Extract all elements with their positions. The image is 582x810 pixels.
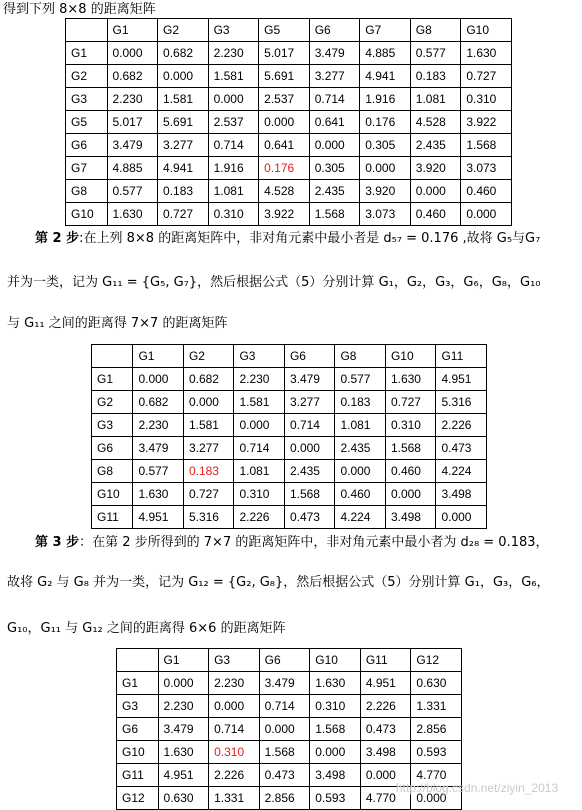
column-header: G6 xyxy=(259,649,310,672)
matrix-cell: 1.630 xyxy=(310,672,361,695)
matrix-cell: 3.277 xyxy=(183,437,234,460)
column-header: G8 xyxy=(410,19,461,42)
matrix-cell: 2.226 xyxy=(436,414,487,437)
matrix-cell: 3.498 xyxy=(436,483,487,506)
row-header: G2 xyxy=(66,65,108,88)
matrix-cell: 0.305 xyxy=(309,157,360,180)
header-row xyxy=(92,345,487,368)
matrix-cell: 0.000 xyxy=(310,741,361,764)
table-row xyxy=(66,65,512,88)
matrix-cell: 1.081 xyxy=(208,180,259,203)
matrix-cell: 0.577 xyxy=(410,42,461,65)
step3-label: 第 3 步 xyxy=(35,535,80,550)
matrix-cell: 3.498 xyxy=(310,764,361,787)
matrix-cell: 0.727 xyxy=(461,65,512,88)
column-header: G1 xyxy=(107,19,158,42)
row-header: G12 xyxy=(117,787,159,810)
matrix-cell: 1.916 xyxy=(360,88,411,111)
column-header: G11 xyxy=(360,649,411,672)
matrix-cell: 0.000 xyxy=(183,391,234,414)
matrix-cell: 0.460 xyxy=(461,180,512,203)
table-row xyxy=(66,203,512,226)
matrix-cell: 0.000 xyxy=(107,42,158,65)
matrix-cell: 4.941 xyxy=(360,65,411,88)
matrix-cell: 0.630 xyxy=(411,672,462,695)
matrix-cell: 0.641 xyxy=(259,134,310,157)
table-row xyxy=(92,460,487,483)
matrix-cell: 3.479 xyxy=(133,437,184,460)
matrix-cell: 0.630 xyxy=(158,787,209,810)
matrix-cell: 4.951 xyxy=(158,764,209,787)
matrix-cell: 2.435 xyxy=(335,437,386,460)
column-header: G3 xyxy=(208,19,259,42)
matrix-cell: 2.230 xyxy=(133,414,184,437)
matrix-cell: 0.000 xyxy=(208,88,259,111)
matrix-cell: 0.593 xyxy=(411,741,462,764)
matrix-cell: 0.714 xyxy=(309,88,360,111)
matrix-cell: 0.727 xyxy=(158,203,209,226)
minimum-cell: 0.310 xyxy=(209,741,260,764)
row-header: G7 xyxy=(66,157,108,180)
matrix-cell: 4.885 xyxy=(360,42,411,65)
matrix-cell: 4.770 xyxy=(411,764,462,787)
matrix-cell: 0.000 xyxy=(461,203,512,226)
matrix-cell: 1.630 xyxy=(133,483,184,506)
row-header: G8 xyxy=(66,180,108,203)
corner-cell xyxy=(92,345,133,368)
matrix-cell: 0.000 xyxy=(410,180,461,203)
column-header: G5 xyxy=(259,19,310,42)
matrix-cell: 1.581 xyxy=(208,65,259,88)
header-row xyxy=(66,19,512,42)
matrix-cell: 0.577 xyxy=(335,368,386,391)
matrix-cell: 1.630 xyxy=(461,42,512,65)
matrix-cell: 0.000 xyxy=(158,672,209,695)
matrix-cell: 2.435 xyxy=(309,180,360,203)
matrix-cell: 1.081 xyxy=(335,414,386,437)
matrix-cell: 4.941 xyxy=(158,157,209,180)
row-header: G2 xyxy=(92,391,133,414)
matrix-cell: 4.770 xyxy=(360,787,411,810)
matrix-cell: 0.000 xyxy=(284,437,335,460)
matrix-cell: 0.000 xyxy=(259,718,310,741)
column-header: G10 xyxy=(385,345,436,368)
row-header: G1 xyxy=(117,672,159,695)
matrix-cell: 5.316 xyxy=(183,506,234,529)
matrix-cell: 2.230 xyxy=(234,368,285,391)
matrix-cell: 1.568 xyxy=(310,718,361,741)
matrix-cell: 4.951 xyxy=(360,672,411,695)
row-header: G3 xyxy=(92,414,133,437)
matrix-cell: 3.479 xyxy=(284,368,335,391)
matrix-cell: 0.714 xyxy=(259,695,310,718)
matrix-cell: 0.176 xyxy=(360,111,411,134)
matrix-cell: 4.528 xyxy=(410,111,461,134)
matrix-cell: 0.714 xyxy=(234,437,285,460)
table-row xyxy=(66,111,512,134)
matrix-cell: 5.316 xyxy=(436,391,487,414)
matrix-cell: 1.581 xyxy=(234,391,285,414)
matrix-cell: 2.435 xyxy=(410,134,461,157)
matrix-cell: 1.568 xyxy=(385,437,436,460)
matrix-cell: 0.473 xyxy=(284,506,335,529)
table-row xyxy=(117,695,462,718)
column-header: G10 xyxy=(310,649,361,672)
row-header: G11 xyxy=(92,506,133,529)
row-header: G1 xyxy=(66,42,108,65)
matrix-cell: 0.473 xyxy=(360,718,411,741)
matrix-cell: 0.310 xyxy=(385,414,436,437)
matrix-cell: 0.000 xyxy=(411,787,462,810)
column-header: G3 xyxy=(234,345,285,368)
matrix-cell: 0.000 xyxy=(385,483,436,506)
matrix-cell: 3.479 xyxy=(309,42,360,65)
row-header: G8 xyxy=(92,460,133,483)
matrix-cell: 3.922 xyxy=(461,111,512,134)
row-header: G10 xyxy=(92,483,133,506)
step2-text1: :在上列 8×8 的距离矩阵中，非对角元素中最小者是 d₅₇ = 0.176 ,故将 G₅与G₇ xyxy=(79,231,541,246)
column-header: G11 xyxy=(436,345,487,368)
matrix-cell: 1.081 xyxy=(410,88,461,111)
matrix-cell: 0.460 xyxy=(385,460,436,483)
step3-text1: ：在第 2 步所得到的 7×7 的距离矩阵中，非对角元素中最小者为 d₂₈ = 0.183， xyxy=(79,535,549,550)
matrix-cell: 0.682 xyxy=(183,368,234,391)
column-header: G6 xyxy=(309,19,360,42)
matrix-cell: 2.226 xyxy=(234,506,285,529)
table-row xyxy=(92,414,487,437)
table-row xyxy=(66,88,512,111)
matrix-cell: 3.073 xyxy=(461,157,512,180)
matrix-cell: 1.568 xyxy=(284,483,335,506)
column-header: G6 xyxy=(284,345,335,368)
matrix-cell: 2.226 xyxy=(360,695,411,718)
matrix-cell: 5.691 xyxy=(158,111,209,134)
table-row xyxy=(117,718,462,741)
matrix-cell: 0.000 xyxy=(360,764,411,787)
corner-cell xyxy=(117,649,159,672)
matrix-cell: 0.714 xyxy=(284,414,335,437)
matrix-cell: 0.183 xyxy=(410,65,461,88)
matrix-cell: 0.310 xyxy=(461,88,512,111)
matrix-cell: 0.305 xyxy=(360,134,411,157)
matrix-cell: 0.682 xyxy=(158,42,209,65)
matrix-cell: 2.537 xyxy=(259,88,310,111)
matrix-cell: 4.951 xyxy=(133,506,184,529)
column-header: G7 xyxy=(360,19,411,42)
matrix-cell: 3.277 xyxy=(284,391,335,414)
matrix-cell: 0.000 xyxy=(133,368,184,391)
table-row xyxy=(92,506,487,529)
matrix-cell: 0.714 xyxy=(209,718,260,741)
step2-line3: 与 G₁₁ 之间的距离得 7×7 的距离矩阵 xyxy=(7,316,228,331)
matrix-cell: 1.331 xyxy=(411,695,462,718)
step3-line1 xyxy=(35,534,549,552)
column-header: G2 xyxy=(158,19,209,42)
matrix-cell: 1.081 xyxy=(234,460,285,483)
matrix-cell: 2.226 xyxy=(209,764,260,787)
step3-line2: 故将 G₂ 与 G₈ 并为一类，记为 G₁₂ = {G₂, G₈}，然后根据公式（5）分别计算 G₁，G₃，G₆， xyxy=(7,575,550,590)
row-header: G6 xyxy=(117,718,159,741)
matrix-cell: 2.856 xyxy=(411,718,462,741)
matrix-cell: 1.568 xyxy=(259,741,310,764)
step3-line3: G₁₀，G₁₁ 与 G₁₂ 之间的距离得 6×6 的距离矩阵 xyxy=(7,621,286,636)
row-header: G6 xyxy=(92,437,133,460)
matrix-cell: 3.277 xyxy=(309,65,360,88)
matrix-cell: 0.682 xyxy=(133,391,184,414)
matrix-cell: 1.916 xyxy=(208,157,259,180)
matrix-cell: 3.498 xyxy=(360,741,411,764)
column-header: G1 xyxy=(133,345,184,368)
column-header: G2 xyxy=(183,345,234,368)
column-header: G8 xyxy=(335,345,386,368)
matrix-cell: 4.885 xyxy=(107,157,158,180)
row-header: G1 xyxy=(92,368,133,391)
matrix-cell: 0.641 xyxy=(309,111,360,134)
minimum-cell: 0.176 xyxy=(259,157,310,180)
table-row xyxy=(66,42,512,65)
matrix-cell: 5.017 xyxy=(107,111,158,134)
matrix-cell: 0.000 xyxy=(234,414,285,437)
row-header: G10 xyxy=(66,203,108,226)
matrix-cell: 0.714 xyxy=(208,134,259,157)
matrix-cell: 1.581 xyxy=(183,414,234,437)
table-row xyxy=(92,483,487,506)
row-header: G3 xyxy=(117,695,159,718)
matrix-cell: 5.017 xyxy=(259,42,310,65)
matrix-cell: 2.230 xyxy=(208,42,259,65)
matrix-cell: 1.630 xyxy=(385,368,436,391)
minimum-cell: 0.183 xyxy=(183,460,234,483)
matrix-cell: 0.310 xyxy=(208,203,259,226)
matrix-cell: 4.224 xyxy=(335,506,386,529)
matrix-cell: 3.498 xyxy=(385,506,436,529)
table-row xyxy=(92,368,487,391)
matrix-cell: 5.691 xyxy=(259,65,310,88)
matrix-cell: 2.537 xyxy=(208,111,259,134)
table-row xyxy=(66,180,512,203)
table-row xyxy=(117,672,462,695)
matrix-cell: 0.460 xyxy=(335,483,386,506)
matrix-cell: 1.630 xyxy=(158,741,209,764)
column-header: G12 xyxy=(411,649,462,672)
matrix-cell: 0.000 xyxy=(335,460,386,483)
matrix-cell: 0.183 xyxy=(335,391,386,414)
distance-matrix-7x7 xyxy=(91,344,487,529)
column-header: G3 xyxy=(209,649,260,672)
matrix-cell: 0.310 xyxy=(234,483,285,506)
matrix-cell: 2.856 xyxy=(259,787,310,810)
row-header: G3 xyxy=(66,88,108,111)
matrix-cell: 2.230 xyxy=(107,88,158,111)
matrix-cell: 0.577 xyxy=(133,460,184,483)
matrix-cell: 3.479 xyxy=(259,672,310,695)
matrix-cell: 0.577 xyxy=(107,180,158,203)
matrix-cell: 0.473 xyxy=(259,764,310,787)
matrix-cell: 0.727 xyxy=(183,483,234,506)
matrix-cell: 0.183 xyxy=(158,180,209,203)
watermark: http://blog.csdn.net/ziyin_2013 xyxy=(396,781,559,795)
step2-line1 xyxy=(35,230,540,248)
matrix-cell: 2.230 xyxy=(209,672,260,695)
matrix-cell: 3.922 xyxy=(259,203,310,226)
matrix-cell: 0.000 xyxy=(158,65,209,88)
matrix-cell: 0.460 xyxy=(410,203,461,226)
row-header: G5 xyxy=(66,111,108,134)
matrix-cell: 0.000 xyxy=(309,134,360,157)
matrix-cell: 1.331 xyxy=(209,787,260,810)
intro-text: 得到下列 8×8 的距离矩阵 xyxy=(3,2,156,17)
step2-line2: 并为一类，记为 G₁₁ = {G₅, G₇}，然后根据公式（5）分别计算 G₁，G₂，G₃，G₆，G₈，G₁₀ xyxy=(7,275,541,290)
matrix-cell: 0.682 xyxy=(107,65,158,88)
step2-label: 第 2 步 xyxy=(35,231,80,246)
column-header: G10 xyxy=(461,19,512,42)
matrix-cell: 4.224 xyxy=(436,460,487,483)
matrix-cell: 0.000 xyxy=(259,111,310,134)
row-header: G11 xyxy=(117,764,159,787)
matrix-cell: 3.920 xyxy=(360,180,411,203)
matrix-cell: 0.727 xyxy=(385,391,436,414)
matrix-cell: 2.230 xyxy=(158,695,209,718)
column-header: G1 xyxy=(158,649,209,672)
table-row xyxy=(66,157,512,180)
matrix-cell: 4.528 xyxy=(259,180,310,203)
matrix-cell: 0.593 xyxy=(310,787,361,810)
matrix-cell: 1.581 xyxy=(158,88,209,111)
matrix-cell: 0.473 xyxy=(436,437,487,460)
table-row xyxy=(92,437,487,460)
matrix-cell: 0.000 xyxy=(436,506,487,529)
matrix-cell: 3.277 xyxy=(158,134,209,157)
matrix-cell: 0.000 xyxy=(360,157,411,180)
matrix-cell: 4.951 xyxy=(436,368,487,391)
matrix-cell: 3.073 xyxy=(360,203,411,226)
matrix-cell: 3.920 xyxy=(410,157,461,180)
matrix-cell: 1.568 xyxy=(461,134,512,157)
matrix-cell: 0.000 xyxy=(209,695,260,718)
table-row xyxy=(66,134,512,157)
row-header: G6 xyxy=(66,134,108,157)
matrix-cell: 2.435 xyxy=(284,460,335,483)
corner-cell xyxy=(66,19,108,42)
distance-matrix-8x8 xyxy=(65,18,512,226)
matrix-cell: 1.630 xyxy=(107,203,158,226)
matrix-cell: 3.479 xyxy=(158,718,209,741)
table-row xyxy=(117,741,462,764)
header-row xyxy=(117,649,462,672)
row-header: G10 xyxy=(117,741,159,764)
table-row xyxy=(92,391,487,414)
matrix-cell: 1.568 xyxy=(309,203,360,226)
matrix-cell: 3.479 xyxy=(107,134,158,157)
matrix-cell: 0.310 xyxy=(310,695,361,718)
